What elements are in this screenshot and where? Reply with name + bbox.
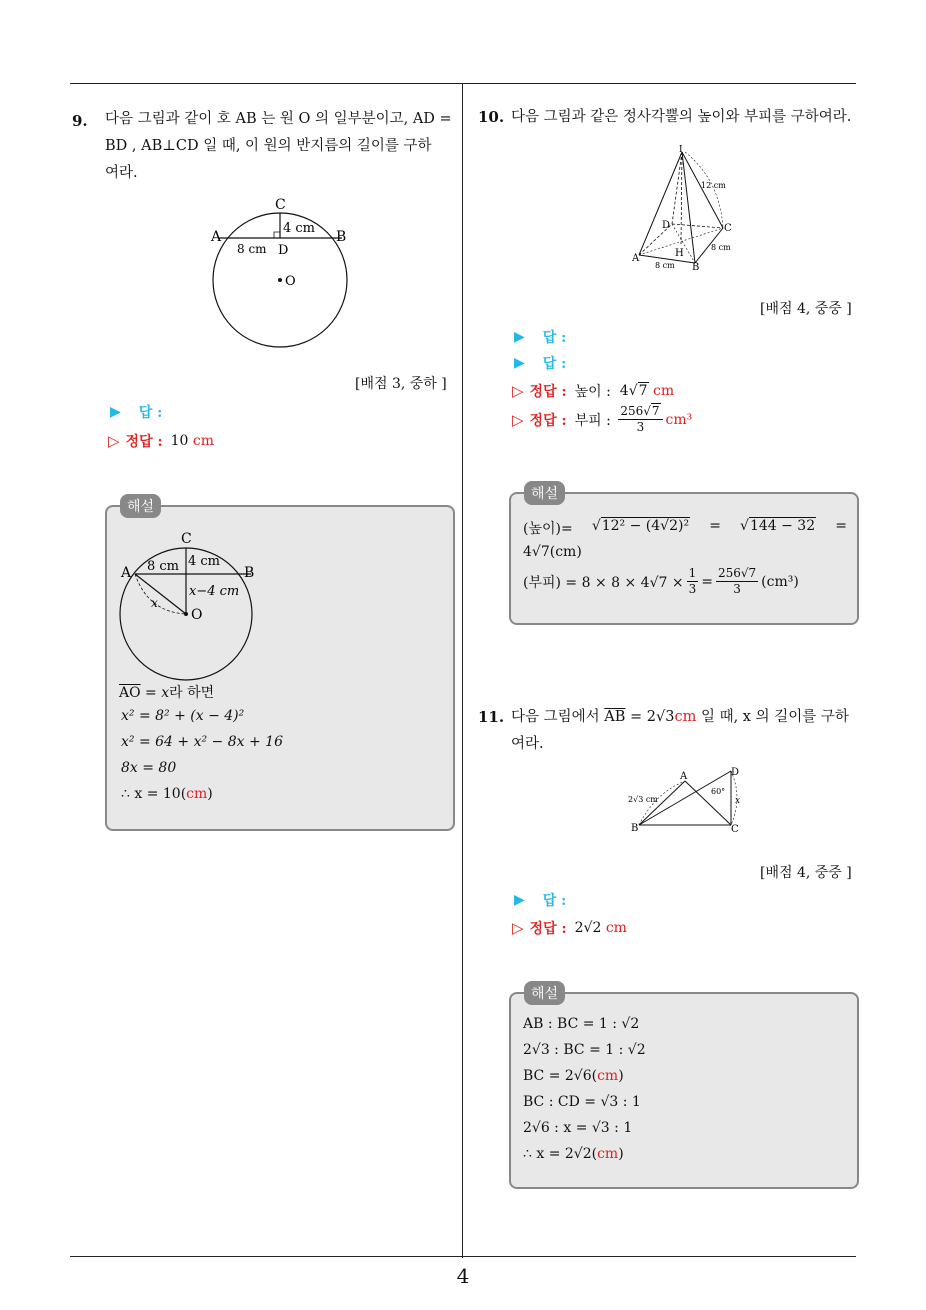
q11-solution-box [509, 986, 859, 1189]
q10-answer-label-2: 답 : [542, 356, 567, 372]
q9-number: 9. [72, 112, 88, 130]
q10-score: [배점 4, 중중 ] [760, 301, 852, 317]
q9-text [105, 106, 457, 187]
q11-sol-line4: BC : CD = √3 : 1 [523, 1094, 641, 1110]
q10-sol-volume [523, 566, 799, 597]
q10-vol-num-rad: 7 [651, 404, 660, 418]
answer-arrow-icon: ▶ [514, 355, 525, 371]
q9-sol-line3: x² = 64 + x² − 8x + 16 [121, 734, 283, 750]
q10-correct-label-1: 정답 : [529, 384, 567, 400]
page-number: 4 [456, 1264, 470, 1288]
q9-line2: BD , AB⊥CD 일 때, 이 원의 반지름의 길이를 구하 [105, 138, 432, 154]
q10-solution-tag: 해설 [524, 481, 565, 505]
q9-sol-a: A [121, 565, 132, 581]
q10-sol-h-rad2: 144 − 32 [749, 518, 816, 534]
q11-sol-line3 [523, 1068, 624, 1084]
q9-sol-len2: 8 cm [147, 559, 180, 574]
q11-number: 11. [478, 708, 505, 726]
q10-sol-v-frac2 [716, 566, 758, 597]
q11-sol-line1: AB : BC = 1 : √2 [523, 1016, 640, 1032]
bottom-rule [70, 1256, 856, 1257]
q11-sol-line6-text: ∴ x = 2√2( [523, 1146, 598, 1162]
q10-fig-i: I [679, 145, 683, 155]
q9-solution-figure [113, 527, 273, 687]
q10-fig-d: D [662, 220, 671, 231]
q9-sol-len3: x−4 cm [189, 584, 240, 599]
q9-sol-unit: cm [186, 786, 208, 802]
q11-line1d: 일 때, x 의 길이를 구하 [700, 709, 849, 725]
correct-arrow-icon: ▷ [512, 410, 524, 429]
q10-fig-e3: 8 cm [655, 261, 675, 270]
q9-line3: 여라. [105, 165, 138, 181]
q9-sol-o: O [191, 607, 203, 623]
q10-fig-e2: 8 cm [711, 243, 731, 252]
q9-sol-line5-text: ∴ x = 10( [121, 786, 187, 802]
q10-sol-eq2: = [835, 518, 847, 534]
q11-sol-line2: 2√3 : BC = 1 : √2 [523, 1042, 646, 1058]
q11-correct-label: 정답 : [529, 921, 567, 937]
q10-sol-height-result: 4√7(cm) [523, 544, 582, 560]
q9-solution-tag: 해설 [120, 494, 161, 518]
q11-fig-d: D [731, 767, 740, 778]
q10-fig-a: A [632, 253, 640, 264]
q10-vol-frac: $\frac{256√7}{3}$ [618, 404, 662, 435]
q11-sol-close-2: ) [618, 1146, 624, 1162]
q9-sol-len1: 4 cm [188, 554, 221, 569]
q10-sol-height: (높이)= √12² − (4√2)² = √144 − 32 = [523, 518, 847, 537]
q10-number: 10. [478, 108, 505, 126]
q11-line1b: $\overline{AB}$ [604, 709, 626, 725]
q10-sol-v-frac1 [687, 566, 699, 597]
q9-correct-unit: cm [192, 433, 215, 449]
q9-fig-a: A [211, 229, 222, 245]
q11-text [511, 704, 859, 758]
q9-figure [205, 192, 365, 352]
q10-figure [625, 140, 750, 272]
q9-correct-value: 10 [170, 433, 189, 449]
q9-correct-label: 정답 : [125, 434, 163, 450]
q10-vol-den: 3 [636, 420, 645, 434]
q10-fig-c: C [724, 223, 732, 234]
q11-sol-close-1: ) [618, 1068, 624, 1084]
q10-text: 다음 그림과 같은 정사각뿔의 높이와 부피를 구하여라. [511, 109, 852, 125]
q9-fig-len1: 4 cm [283, 221, 316, 236]
q9-fig-c: C [275, 197, 286, 213]
sqrt-icon: √7 [628, 383, 648, 399]
q10-vol-unit: cm³ [665, 411, 693, 428]
q9-fig-o: O [285, 274, 296, 289]
q10-answer-label-1: 답 : [542, 330, 567, 346]
top-rule [70, 83, 856, 84]
q10-sol-v-frac-n: 1 [688, 566, 697, 580]
q10-solution-box [509, 486, 859, 625]
q11-fig-len: 2√3 cm [628, 795, 658, 804]
q11-score: [배점 4, 중중 ] [760, 865, 852, 881]
answer-arrow-icon: ▶ [514, 892, 525, 908]
q11-line1c: = 2√3 [630, 709, 675, 725]
q9-sol-c: C [181, 531, 192, 547]
q11-fig-a: A [680, 771, 688, 782]
q10-answer-row-2 [514, 353, 566, 373]
q10-height-label: 높이 : [574, 384, 611, 400]
q10-height-unit: cm [652, 383, 675, 399]
correct-arrow-icon: ▷ [108, 432, 120, 450]
correct-arrow-icon: ▷ [512, 919, 524, 937]
q10-height-coef: 4 [619, 383, 629, 399]
q11-line1 [511, 704, 859, 731]
q10-correct-row-2 [512, 404, 692, 435]
q11-sol-unit-2: cm [597, 1146, 619, 1162]
q10-answer-row-1 [514, 327, 566, 347]
q10-sol-v-res-n: 256√7 [717, 566, 757, 580]
q11-sol-line5: 2√6 : x = √3 : 1 [523, 1120, 633, 1136]
q11-sol-line3-text: BC = 2√6( [523, 1068, 598, 1084]
q9-fig-d: D [278, 243, 289, 258]
q9-sol-close: ) [207, 786, 213, 802]
q10-height-rad: 7 [638, 383, 648, 399]
q9-sol-b: B [244, 565, 255, 581]
q9-solution-box [105, 499, 455, 831]
q11-line2: 여라. [511, 736, 544, 752]
correct-arrow-icon: ▷ [512, 382, 524, 400]
q9-sol-line4: 8x = 80 [121, 760, 177, 776]
q11-line1-unit: cm [674, 709, 697, 725]
q10-sol-v-frac-d: 3 [688, 582, 697, 596]
q11-fig-c: C [731, 824, 739, 835]
q11-fig-angle: 60° [711, 787, 726, 796]
q11-solution-tag: 해설 [524, 981, 565, 1005]
q9-correct-row [108, 431, 214, 451]
q11-correct-row [512, 918, 627, 938]
q10-sol-v-label: (부피) = 8 × 8 × 4√7 × [523, 574, 684, 591]
column-divider [462, 83, 463, 1258]
q10-correct-row-1 [512, 381, 674, 401]
q10-vol-label: 부피 : [574, 412, 611, 429]
q11-correct-value: 2√2 [574, 920, 602, 936]
q10-fig-e1: 12 cm [701, 181, 726, 190]
q9-sol-line1: $\overline{AO} = x$라 하면 [119, 685, 215, 701]
q10-sol-v-unit: (cm³) [761, 573, 799, 590]
q10-correct-label-2: 정답 : [529, 412, 567, 429]
q11-fig-x: x [735, 796, 741, 806]
answer-arrow-icon: ▶ [514, 329, 525, 345]
q10-sol-v-eq: = [701, 573, 713, 590]
q11-fig-b: B [631, 823, 639, 834]
q11-answer-row [514, 890, 566, 910]
q10-fig-h: H [675, 248, 684, 259]
q11-sol-unit-1: cm [597, 1068, 619, 1084]
q10-sol-h-rad1: 12² − (4√2)² [601, 518, 690, 534]
q9-sol-line5 [121, 786, 213, 802]
q10-vol-num-coef: 256 [620, 404, 644, 418]
q11-correct-unit: cm [605, 920, 627, 936]
q11-sol-line6 [523, 1146, 624, 1162]
q11-answer-label: 답 : [542, 893, 567, 909]
q10-fig-b: B [692, 262, 700, 272]
q10-sol-v-res-d: 3 [733, 582, 741, 596]
q10-sol-eq1: = [709, 518, 721, 534]
q11-figure [625, 765, 750, 837]
q10-sol-h-label: (높이)= [523, 521, 573, 537]
q11-line1a: 다음 그림에서 [511, 709, 600, 725]
q9-answer-label: 답 : [138, 405, 163, 421]
answer-arrow-icon: ▶ [110, 404, 121, 420]
q9-line1: 다음 그림과 같이 호 AB 는 원 O 의 일부분이고, AD = [105, 111, 452, 127]
q9-sol-line2: x² = 8² + (x − 4)² [121, 708, 245, 724]
q9-fig-len2: 8 cm [237, 242, 267, 256]
q9-fig-b: B [336, 229, 347, 245]
q9-answer-row [110, 402, 162, 422]
q9-score: [배점 3, 중하 ] [355, 376, 447, 392]
q9-sol-x: x [151, 596, 158, 610]
